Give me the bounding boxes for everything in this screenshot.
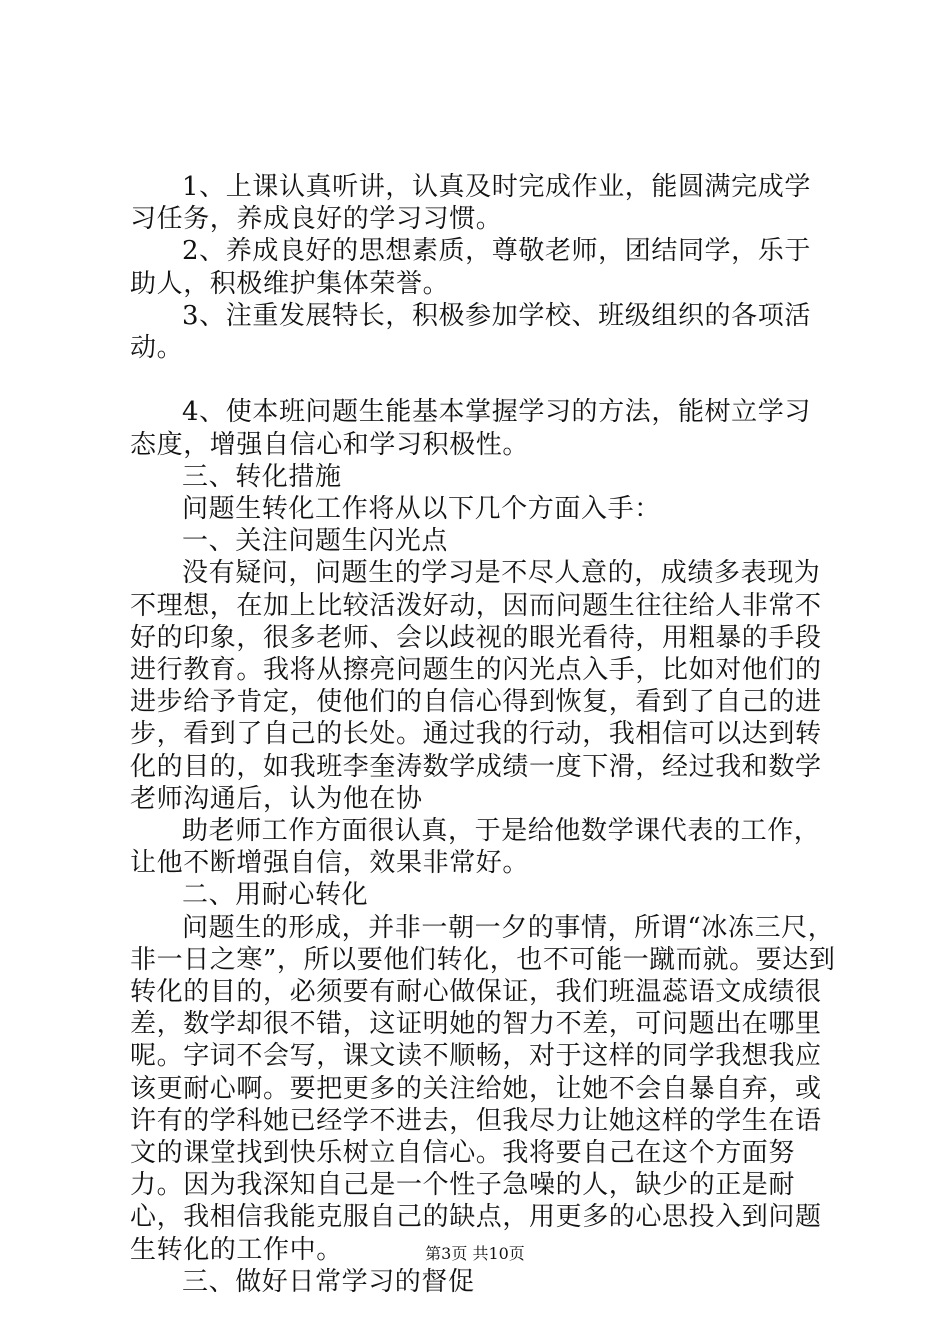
paragraph-goal-1: 1、上课认真听讲，认真及时完成作业，能圆满完成学习任务，养成良好的学习习惯。: [130, 172, 811, 235]
paragraph-goal-2: 2、养成良好的思想素质，尊敬老师，团结同学，乐于助人，积极维护集体荣誉。: [130, 236, 811, 299]
page-footer: 第3页 共10页: [425, 1244, 525, 1263]
paragraph-intro: 问题生转化工作将从以下几个方面入手：: [182, 494, 661, 525]
paragraph-goal-3: 3、注重发展特长，积极参加学校、班级组织的各项活动。: [130, 300, 811, 364]
paragraph-patience-body: 问题生的形成，并非一朝一夕的事情，所谓“冰冻三尺，非一日之寒”，所以要他们转化，也不可能一蹴而就。要达到转化的目的，必须要有耐心做保证，我们班温蕊语文成绩很差，数学却很不错，这证明她的智力不差，可问题出在哪里呢。字词不会写，课文读不顺畅，对于这样的同学我想我应该更耐心啊。要把更多的关注给她，让她不会自暴自弃，或许有的学科她已经学不进去，但我尽力让她这样的学生在语文的课堂找到快乐树立自信心。我将要自己在这个方面努力。因为我深知自己是一个性子急噪的人，缺少的正是耐心，我相信我能克服自己的缺点，用更多的心思投入到问题生转化的工作中。: [130, 912, 836, 1265]
subheading-patience: 二、用耐心转化: [182, 880, 369, 911]
document-body: [130, 171, 836, 1298]
section-heading-measures: 三、转化措施: [182, 461, 342, 492]
subheading-highlight: 一、关注问题生闪光点: [182, 526, 449, 557]
paragraph-highlight-cont: 助老师工作方面很认真，于是给他数学课代表的工作，让他不断增强自信，效果非常好。: [130, 816, 821, 879]
paragraph-goal-4: 4、使本班问题生能基本掌握学习的方法，能树立学习态度，增强自信心和学习积极性。: [130, 397, 811, 460]
blank-line: [130, 364, 836, 396]
paragraph-highlight-body: 没有疑问，问题生的学习是不尽人意的，成绩多表现为不理想，在加上比较活泼好动，因而问题生往往给人非常不好的印象，很多老师、会以歧视的眼光看待，用粗暴的手段进行教育。我将从擦亮问题生的闪光点入手，比如对他们的进步给予肯定，使他们的自信心得到恢复，看到了自己的进步，看到了自己的长处。通过我的行动，我相信可以达到转化的目的，如我班李奎涛数学成绩一度下滑，经过我和数学老师沟通后，认为他在协: [130, 558, 822, 814]
subheading-daily-study: 三、做好日常学习的督促: [182, 1266, 475, 1297]
